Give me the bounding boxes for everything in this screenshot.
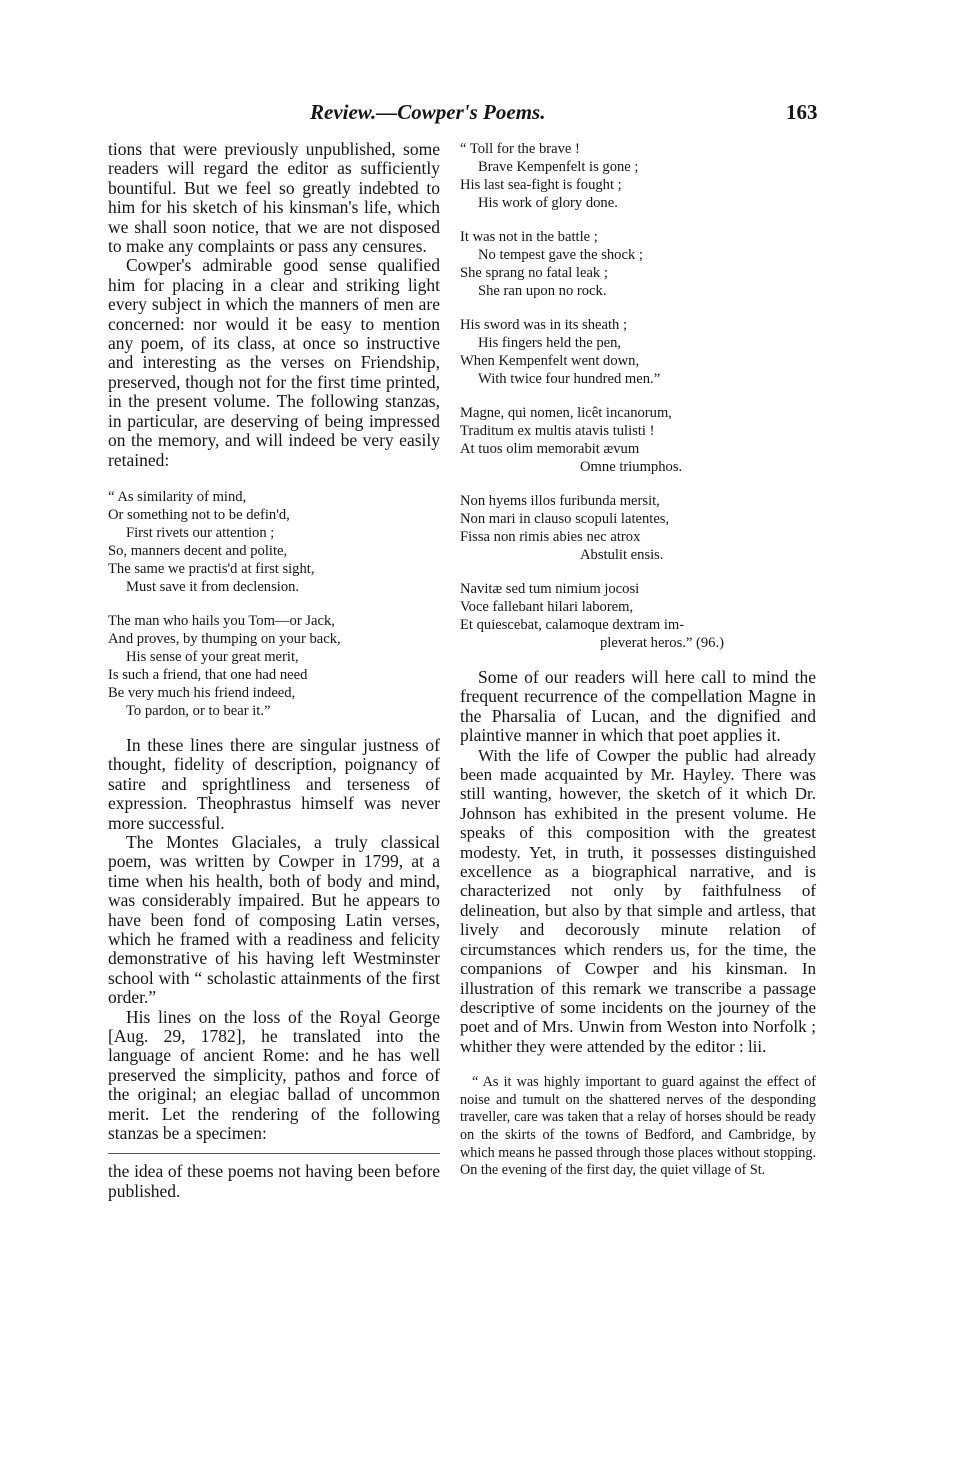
latin-translation [460,404,816,652]
verse-line: When Kempenfelt went down, [460,353,640,369]
verse-line: First rivets our attention ; [126,524,275,541]
verse-line: Non mari in clauso scopuli latentes, [460,511,670,527]
verse-line: pleverat heros.” (96.) [600,635,724,651]
footnote-rule [108,1153,440,1154]
stanza [108,488,440,596]
verse-line: Fissa non rimis abies nec atrox [460,529,641,545]
paragraph: In these lines there are singular justness of thought, fidelity of description, poignancy of satire and sprightliness and terseness of expression. Theophrastus himself was never more successful. [108,734,440,833]
block-quote [460,1074,816,1180]
verse-line: Or something not to be defin'd, [108,506,290,523]
verse-line: “ As similarity of mind, [108,488,247,505]
verse-line: And proves, by thumping on your back, [108,630,341,647]
verse-line: Is such a friend, that one had need [108,666,308,683]
verse-line: His fingers held the pen, [478,335,622,351]
paragraph: Some of our readers will here call to mind the frequent recurrence of the compellation Magne in the Pharsalia of Lucan, and the dignified and plaintive manner in which that poet applies it. [460,667,816,746]
verse-line: With twice four hundred men.” [478,371,661,387]
verse-line: Be very much his friend indeed, [108,684,296,701]
stanza [108,612,440,720]
verse-line: His sword was in its sheath ; [460,317,628,333]
verse-line: She ran upon no rock. [478,283,607,299]
verse-line: It was not in the battle ; [460,229,598,245]
verse-line: At tuos olim memorabit ævum [460,441,640,457]
verse-line: Voce fallebant hilari laborem, [460,599,634,615]
right-column [460,140,816,1180]
stanza [460,228,816,300]
verse-line: “ Toll for the brave ! [460,141,580,157]
paragraph: tions that were previously unpublished, some readers will regard the editor as sufficiently bountiful. But we feel so greatly indebted to him for his sketch of his kinsman's life, which we shall soon notice, that we are not disposed to make any complaints or pass any censures. [108,139,440,257]
friendship-verse [108,488,440,720]
verse-line: Abstulit ensis. [580,547,664,563]
running-header [0,100,954,130]
verse-line: Et quiescebat, calamoque dextram im- [460,617,685,633]
stanza [460,492,816,564]
verse-line: Brave Kempenfelt is gone ; [478,159,639,175]
paragraph: Cowper's admirable good sense qualified him for placing in a clear and striking light every subject in which the manners of men are concerned: nor would it be easy to mention any poem, of its class, at once so instructive and interesting as the verses on Friendship, preserved, though not for the first time printed, in the present volume. The following stanzas, in particular, are deserving of being impressed on the memory, and will indeed be very easily retained: [108,255,440,470]
verse-line: His sense of your great merit, [126,648,299,665]
footnote: the idea of these poems not having been before published. [108,1161,440,1201]
quote-text: “ As it was highly important to guard against the effect of noise and tumult on the shattered nerves of the desponding traveller, care was taken that a relay of horses should be ready on the skirts of the towns of Bedford, and Cambridge, by which means he passed through those places without stopping. On the evening of the first day, the quiet village of St. [460,1074,816,1179]
verse-line: So, manners decent and polite, [108,542,288,559]
verse-line: His last sea-fight is fought ; [460,177,622,193]
stanza [460,140,816,212]
verse-line: Magne, qui nomen, licêt incanorum, [460,405,672,421]
verse-line: She sprang no fatal leak ; [460,265,608,281]
verse-line: Must save it from declension. [126,578,300,595]
verse-line: The man who hails you Tom—or Jack, [108,612,335,629]
stanza [460,404,816,476]
running-title: Review.—Cowper's Poems. [310,100,546,124]
verse-line: Omne triumphos. [580,459,683,475]
left-column [108,140,440,1201]
royal-george-verse [460,140,816,388]
paragraph: His lines on the loss of the Royal George [Aug. 29, 1782], he translated into the language of ancient Rome: and he has well preserved the simplicity, pathos and force of the original; an elegiac ballad of uncommon merit. Let the rendering of the following stanzas be a specimen: [108,1006,440,1144]
verse-line: To pardon, or to bear it.” [126,702,271,719]
verse-line: No tempest gave the shock ; [478,247,643,263]
stanza [460,580,816,652]
verse-line: His work of glory done. [478,195,618,211]
verse-line: The same we practis'd at first sight, [108,560,315,577]
verse-line: Navitæ sed tum nimium jocosi [460,581,640,597]
page-number: 163 [786,100,818,124]
verse-line: Non hyems illos furibunda mersit, [460,493,660,509]
paragraph: With the life of Cowper the public had already been made acquainted by Mr. Hayley. There was still wanting, however, the sketch of it which Dr. Johnson has exhibited in the present volume. He speaks of this composition with the greatest modesty. Yet, in truth, it possesses distinguished excellence as a biographical narrative, and is characterized not only by faithfulness of delineation, but also by that simple and artless, that lively and decorously minute relation of circumstances which renders us, for the time, the companions of Cowper and his kinsman. In illustration of this remark we transcribe a passage descriptive of some incidents on the journey of the poet and of Mrs. Unwin from Weston into Norfolk ; whither they were attended by the editor : lii. [460,745,816,1056]
paragraph: The Montes Glaciales, a truly classical poem, was written by Cowper in 1799, at a time when his health, both of body and mind, was considerably impaired. But he appears to have been fond of composing Latin verses, which he framed with a readiness and felicity demonstrative of his having left Westminster school with “ scholastic attainments of the first order.” [108,831,440,1008]
verse-line: Traditum ex multis atavis tulisti ! [460,423,655,439]
stanza [460,316,816,388]
